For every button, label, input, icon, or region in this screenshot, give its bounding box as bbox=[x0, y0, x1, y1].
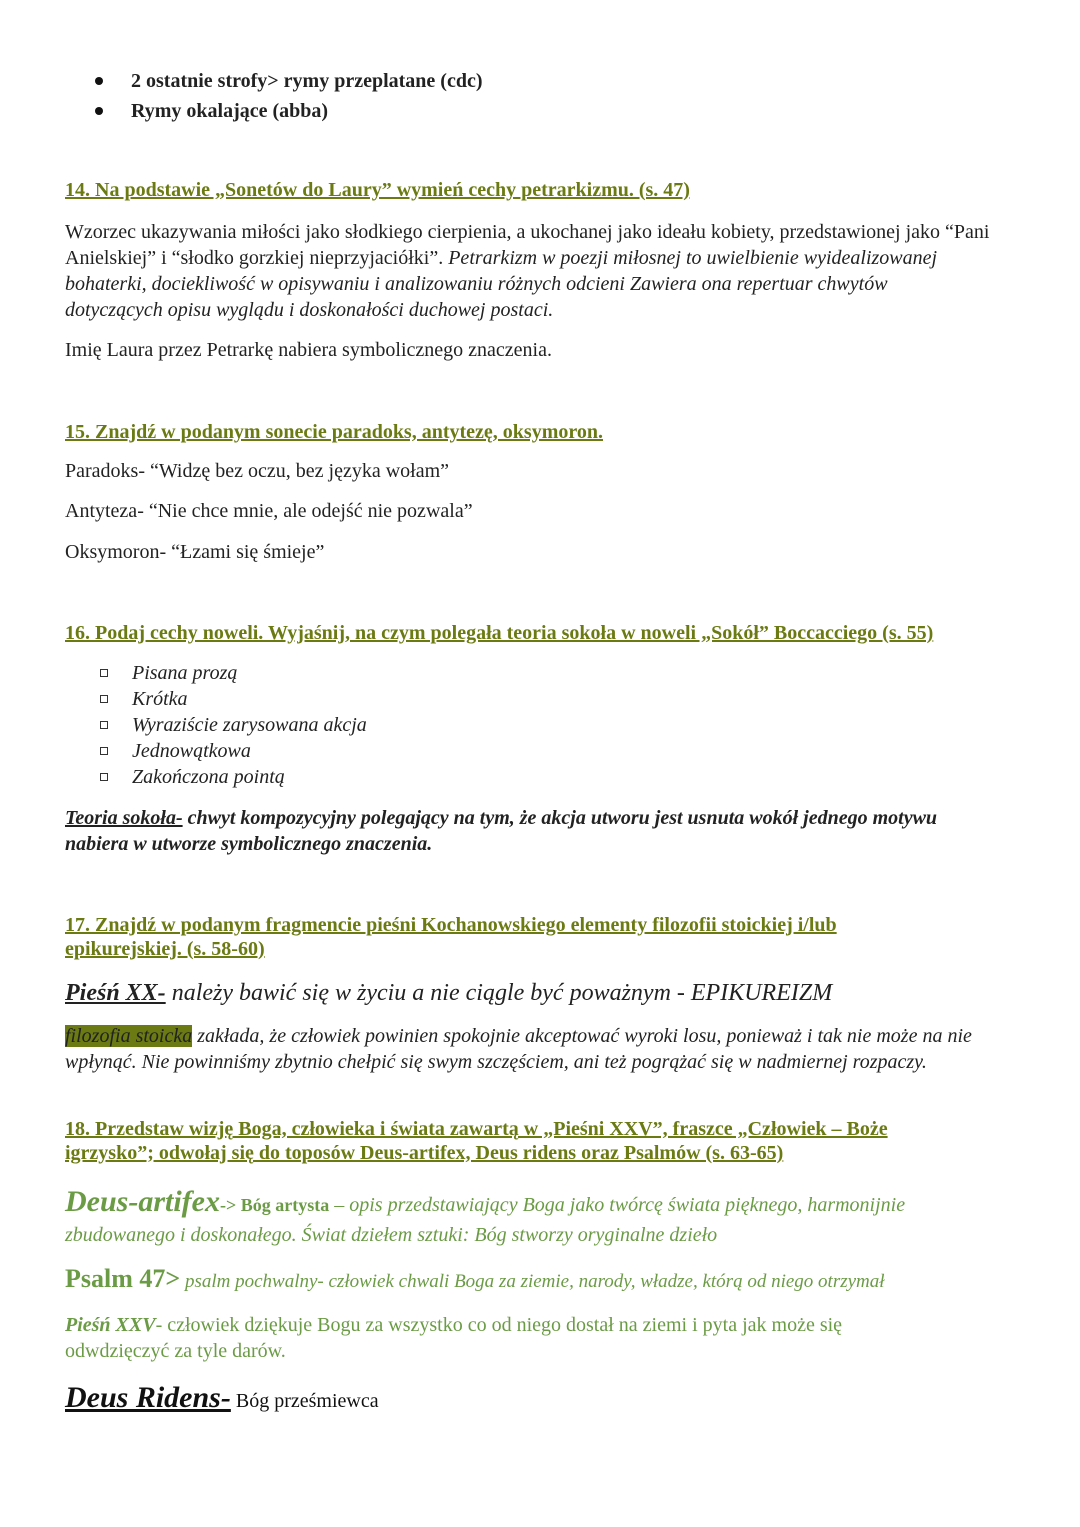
list-item: Rymy okalające (abba) bbox=[95, 96, 483, 126]
bullet-icon bbox=[95, 77, 103, 85]
square-bullet-icon bbox=[100, 747, 108, 755]
piesn-xxv-text: Pieśń XXV- człowiek dziękuje Bogu za wszystko co od niego dostał na ziemi i pyta jak może się odwdzięczyć za tyle darów. bbox=[65, 1314, 843, 1362]
question-14-note: Imię Laura przez Petrarkę nabiera symbolicznego znaczenia. bbox=[65, 339, 552, 361]
list-item: 2 ostatnie strofy> rymy przeplatane (cdc) bbox=[95, 66, 483, 96]
square-bullet-icon bbox=[100, 721, 108, 729]
square-bullet-icon bbox=[100, 669, 108, 677]
antithesis-line: Antyteza- “Nie chce mnie, ale odejść nie pozwala” bbox=[65, 500, 473, 522]
paradox-line: Paradoks- “Widzę bez oczu, bez języka wołam” bbox=[65, 460, 450, 482]
question-14-heading: 14. Na podstawie „Sonetów do Laury” wymień cechy petrarkizmu. (s. 47) bbox=[65, 179, 690, 201]
bullet-icon bbox=[95, 107, 103, 115]
rhyme-bullet-list bbox=[95, 66, 483, 126]
piesn-xx-line: Pieśń XX- należy bawić się w życiu a nie ciągle być poważnym - EPIKUREIZM bbox=[65, 980, 833, 1006]
list-item: Krótka bbox=[100, 686, 367, 712]
list-item: Wyraziście zarysowana akcja bbox=[100, 712, 367, 738]
question-16-heading: 16. Podaj cechy noweli. Wyjaśnij, na czym polegała teoria sokoła w noweli „Sokół” Boccacciego (s. 55) bbox=[65, 622, 934, 644]
stoic-philosophy-text: filozofia stoicka zakłada, że człowiek powinien spokojnie akceptować wyroki losu, ponieważ i tak nie może na nie wpłynąć. Nie powinniśmy zbytnio chełpić się swym szczęściem, ani też pogrążać się w nadmiernej rozpaczy. bbox=[65, 1025, 972, 1073]
deus-ridens-line: Deus Ridens- Bóg prześmiewca bbox=[65, 1381, 379, 1414]
list-item: Pisana prozą bbox=[100, 660, 367, 686]
square-bullet-icon bbox=[100, 773, 108, 781]
list-item: Zakończona pointą bbox=[100, 764, 367, 790]
list-item: Jednowątkowa bbox=[100, 738, 367, 764]
square-bullet-icon bbox=[100, 695, 108, 703]
deus-artifex-text: Deus-artifex-> Bóg artysta – opis przedstawiający Boga jako twórcę świata pięknego, harmonijnie zbudowanego i doskonałego. Świat dziełem sztuki: Bóg stworzy oryginalne dzieło bbox=[65, 1185, 906, 1246]
psalm-47-text: Psalm 47> psalm pochwalny- człowiek chwali Boga za ziemie, narody, władze, którą od niego otrzymał bbox=[65, 1264, 885, 1293]
falcon-theory: Teoria sokoła- chwyt kompozycyjny polegający na tym, że akcja utworu jest usnuta wokół jednego motywu nabiera w utworze symbolicznego znaczenia. bbox=[65, 807, 938, 855]
question-14-answer: Wzorzec ukazywania miłości jako słodkiego cierpienia, a ukochanej jako ideału kobiety, przedstawionej jako “Pani Anielskiej” i “słodko gorzkiej nieprzyjaciółki”. Petrarkizm w poezji miłosnej to uwielbienie wyidealizowanej bohaterki, dociekliwość w opisywaniu i analizowaniu różnych odcieni Zawiera ona repertuar chwytów dotyczących opisu wyglądu i doskonałości duchowej postaci. bbox=[65, 221, 990, 321]
question-18-heading: 18. Przedstaw wizję Boga, człowieka i świata zawartą w „Pieśni XXV”, fraszce „Człowiek – Boże igrzysko”; odwołaj się do toposów Deus-artifex, Deus ridens oraz Psalmów (s. 63-65) bbox=[65, 1118, 888, 1164]
question-17-heading: 17. Znajdź w podanym fragmencie pieśni Kochanowskiego elementy filozofii stoickiej i/lub epikurejskiej. (s. 58-60) bbox=[65, 914, 837, 960]
question-15-heading: 15. Znajdź w podanym sonecie paradoks, antytezę, oksymoron. bbox=[65, 421, 603, 443]
novella-features-list bbox=[100, 660, 367, 790]
oxymoron-line: Oksymoron- “Łzami się śmieje” bbox=[65, 541, 325, 563]
